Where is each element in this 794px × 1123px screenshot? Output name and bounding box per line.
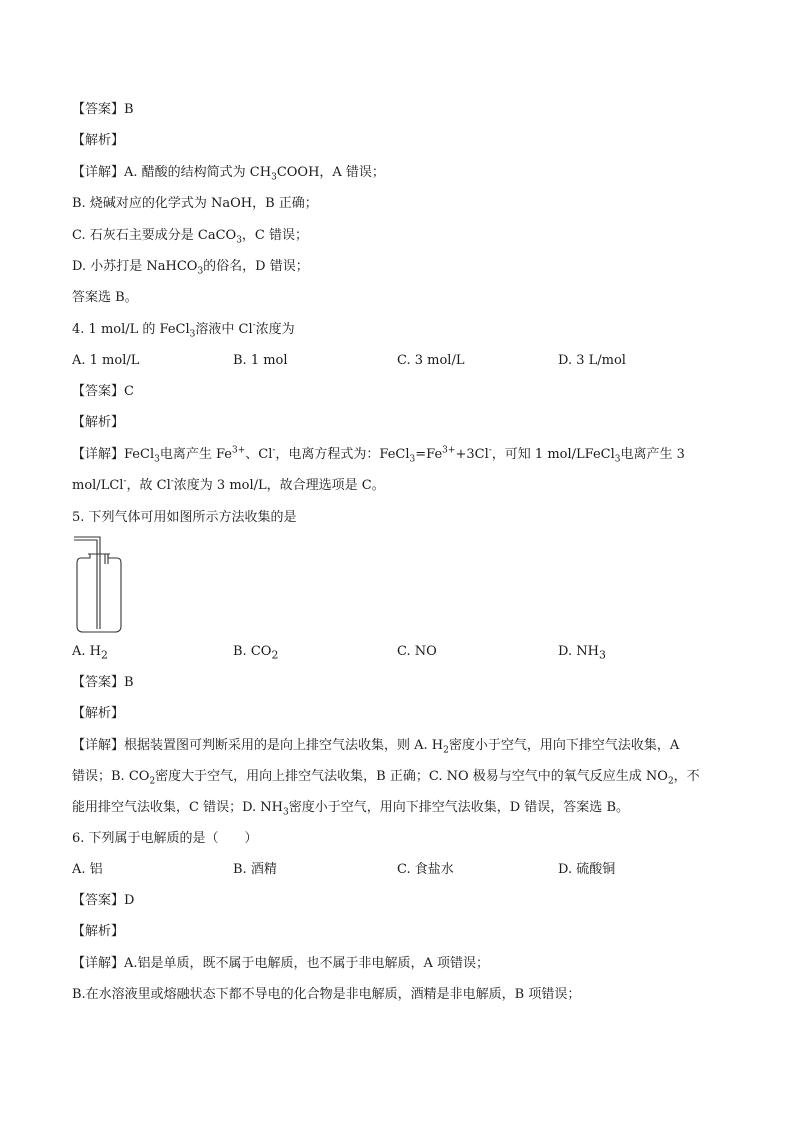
option-q6-a: A. 铝 <box>72 862 103 877</box>
explanation-q3-d: D. 小苏打是 NaHCO$_3$的俗名，D 错误； <box>72 259 309 277</box>
explanation-q3-c: C. 石灰石主要成分是 CaCO$_3$，C 错误； <box>72 228 309 246</box>
collection-bottle <box>77 554 121 632</box>
analysis-heading-q5: 【解析】 <box>72 706 125 721</box>
explanation-q4-line1: 【详解】FeCl$_3$电离产生 $Fe^{3+}$、Cl-，电离方程式为：$FeCl_3=Fe^{3+}+3Cl^-$，可知 1 mol/LFeCl$_3$电离产生 3 <box>72 445 685 465</box>
option-q4-d: D. 3 L/mol <box>558 353 626 368</box>
gas-collection-bottle-diagram <box>72 536 132 636</box>
short-outlet-tube <box>105 554 108 564</box>
option-q5-d: D. $NH_3$ <box>558 644 606 662</box>
option-q4-a: A. 1 mol/L <box>72 353 140 368</box>
answer-q4: 【答案】C <box>72 384 134 399</box>
answer-q6: 【答案】D <box>72 893 135 908</box>
analysis-heading-q6: 【解析】 <box>72 924 125 939</box>
option-q6-b: B. 酒精 <box>233 862 277 877</box>
explanation-q4-line2: mol/LCl-，故 Cl-浓度为 3 mol/L，故合理选项是 C。 <box>72 476 385 493</box>
explanation-q5-line2: 错误；B. $CO_2$密度大于空气，用向上排空气法收集，B 正确；C. NO 极易与空气中的氧气反应生成 $NO_2$，不 <box>72 769 700 787</box>
explanation-q5-line3: 能用排空气法收集，C 错误；D. $NH_3$密度小于空气，用向下排空气法收集，D 错误，答案选 B。 <box>72 800 629 818</box>
option-q4-b: B. 1 mol <box>233 353 288 368</box>
option-q5-a: A. $H_2$ <box>72 644 108 662</box>
conclusion-q3: 答案选 B。 <box>72 290 138 305</box>
long-inlet-tube <box>74 537 100 629</box>
question-4: 4. 1 mol/L 的 FeCl$_3$溶液中 Cl-浓度为 <box>72 320 295 340</box>
explanation-q5-line1: 【详解】根据装置图可判断采用的是向上排空气法收集，则 A. $H_2$密度小于空气，用向下排空气法收集，A <box>72 738 680 756</box>
question-5: 5. 下列气体可用如图所示方法收集的是 <box>72 510 297 525</box>
question-6: 6. 下列属于电解质的是（ ） <box>72 831 258 846</box>
analysis-heading-q4: 【解析】 <box>72 415 125 430</box>
answer-q5: 【答案】B <box>72 675 134 690</box>
answer-q3: 【答案】B <box>72 102 134 117</box>
option-q4-c: C. 3 mol/L <box>397 353 465 368</box>
option-q5-b: B. $CO_2$ <box>233 644 279 662</box>
explanation-q3-b: B. 烧碱对应的化学式为 NaOH，B 正确； <box>72 196 318 211</box>
option-q6-d: D. 硫酸铜 <box>558 862 616 877</box>
explanation-q6-a: 【详解】A.铝是单质，既不属于电解质，也不属于非电解质，A 项错误； <box>72 956 490 971</box>
explanation-q6-b: B.在水溶液里或熔融状态下都不导电的化合物是非电解质，酒精是非电解质，B 项错误； <box>72 987 581 1002</box>
analysis-heading-q3: 【解析】 <box>72 133 125 148</box>
option-q6-c: C. 食盐水 <box>397 862 454 877</box>
explanation-q3-a: 【详解】A. 醋酸的结构简式为 $CH_3COOH$，A 错误； <box>72 165 385 183</box>
option-q5-c: C. NO <box>397 644 437 659</box>
